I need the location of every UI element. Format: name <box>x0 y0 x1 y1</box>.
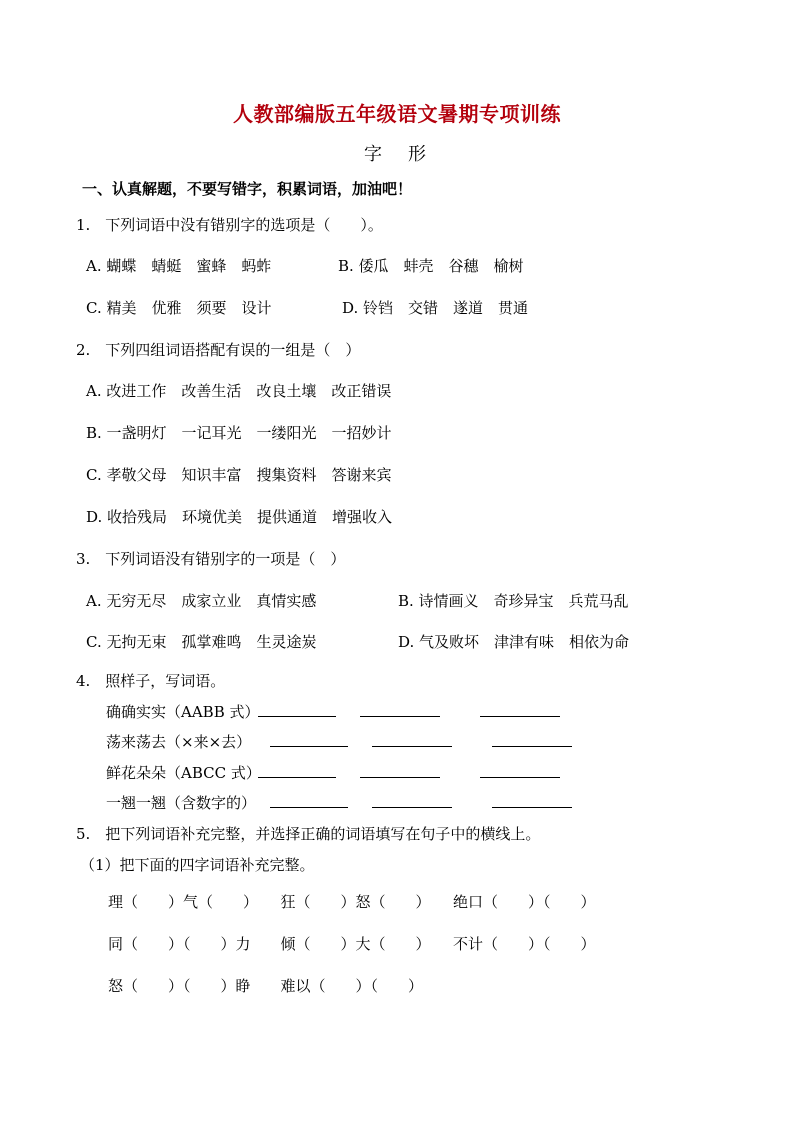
q4-stem: 4. 照样子，写词语。 <box>76 672 226 690</box>
q1-option-d: D. 铃铛 交错 遂道 贯通 <box>342 299 529 317</box>
q4-row1-label: 确确实实（AABB 式） <box>106 703 260 721</box>
q4-row3-label: 鲜花朵朵（ABCC 式） <box>106 764 261 782</box>
q4-row3-blank3[interactable] <box>480 777 560 778</box>
section-heading: 一、认真解题，不要写错字，积累词语，加油吧！ <box>82 180 413 198</box>
q4-row3-blank2[interactable] <box>360 777 440 778</box>
q1-stem: 1. 下列词语中没有错别字的选项是（ ）。 <box>76 216 383 234</box>
q2-option-c: C. 孝敬父母 知识丰富 搜集资料 答谢来宾 <box>86 466 392 484</box>
page-title: 人教部编版五年级语文暑期专项训练 <box>233 102 561 126</box>
q3-option-c: C. 无拘无束 孤掌难鸣 生灵途炭 <box>86 633 317 651</box>
q4-row1-blank1[interactable] <box>258 716 336 717</box>
q4-row1-blank2[interactable] <box>360 716 440 717</box>
q4-row2-label: 荡来荡去（×来×去） <box>106 733 252 751</box>
q4-row1-blank3[interactable] <box>480 716 560 717</box>
q1-option-b: B. 倭瓜 蚌壳 谷穗 榆树 <box>338 257 524 275</box>
q4-row2-blank2[interactable] <box>372 746 452 747</box>
q4-row4-blank1[interactable] <box>270 807 348 808</box>
q3-option-b: B. 诗情画义 奇珍异宝 兵荒马乱 <box>398 592 629 610</box>
q2-option-d: D. 收拾残局 环境优美 提供通道 增强收入 <box>86 508 393 526</box>
q4-row2-blank3[interactable] <box>492 746 572 747</box>
q4-row4-label: 一翘一翘（含数字的） <box>106 794 257 812</box>
q5-stem: 5. 把下列词语补充完整，并选择正确的词语填写在句子中的横线上。 <box>76 825 541 843</box>
q1-option-a: A. 蝴蝶 蜻蜓 蜜蜂 蚂蚱 <box>86 257 272 275</box>
q2-option-b: B. 一盏明灯 一记耳光 一缕阳光 一招妙计 <box>86 424 392 442</box>
q3-stem: 3. 下列词语没有错别字的一项是（ ） <box>76 550 346 568</box>
q3-option-a: A. 无穷无尽 成家立业 真情实感 <box>86 592 317 610</box>
q5-row1: 理（ ）气（ ） 狂（ ）怒（ ） 绝口（ ）（ ） <box>108 893 596 911</box>
q2-option-a: A. 改进工作 改善生活 改良土壤 改正错误 <box>86 382 392 400</box>
q4-row2-blank1[interactable] <box>270 746 348 747</box>
q5-row3: 怒（ ）（ ）睁 难以（ ）（ ） <box>108 977 424 995</box>
q4-row4-blank3[interactable] <box>492 807 572 808</box>
page-subtitle: 字 形 <box>364 144 430 165</box>
q4-row4-blank2[interactable] <box>372 807 452 808</box>
q2-stem: 2. 下列四组词语搭配有误的一组是（ ） <box>76 341 361 359</box>
q5-sub1: （1）把下面的四字词语补充完整。 <box>80 856 315 874</box>
q1-option-c: C. 精美 优雅 须要 设计 <box>86 299 272 317</box>
q4-row3-blank1[interactable] <box>258 777 336 778</box>
q5-row2: 同（ ）（ ）力 倾（ ）大（ ） 不计（ ）（ ） <box>108 935 596 953</box>
q3-option-d: D. 气及败坏 津津有味 相依为命 <box>398 633 630 651</box>
